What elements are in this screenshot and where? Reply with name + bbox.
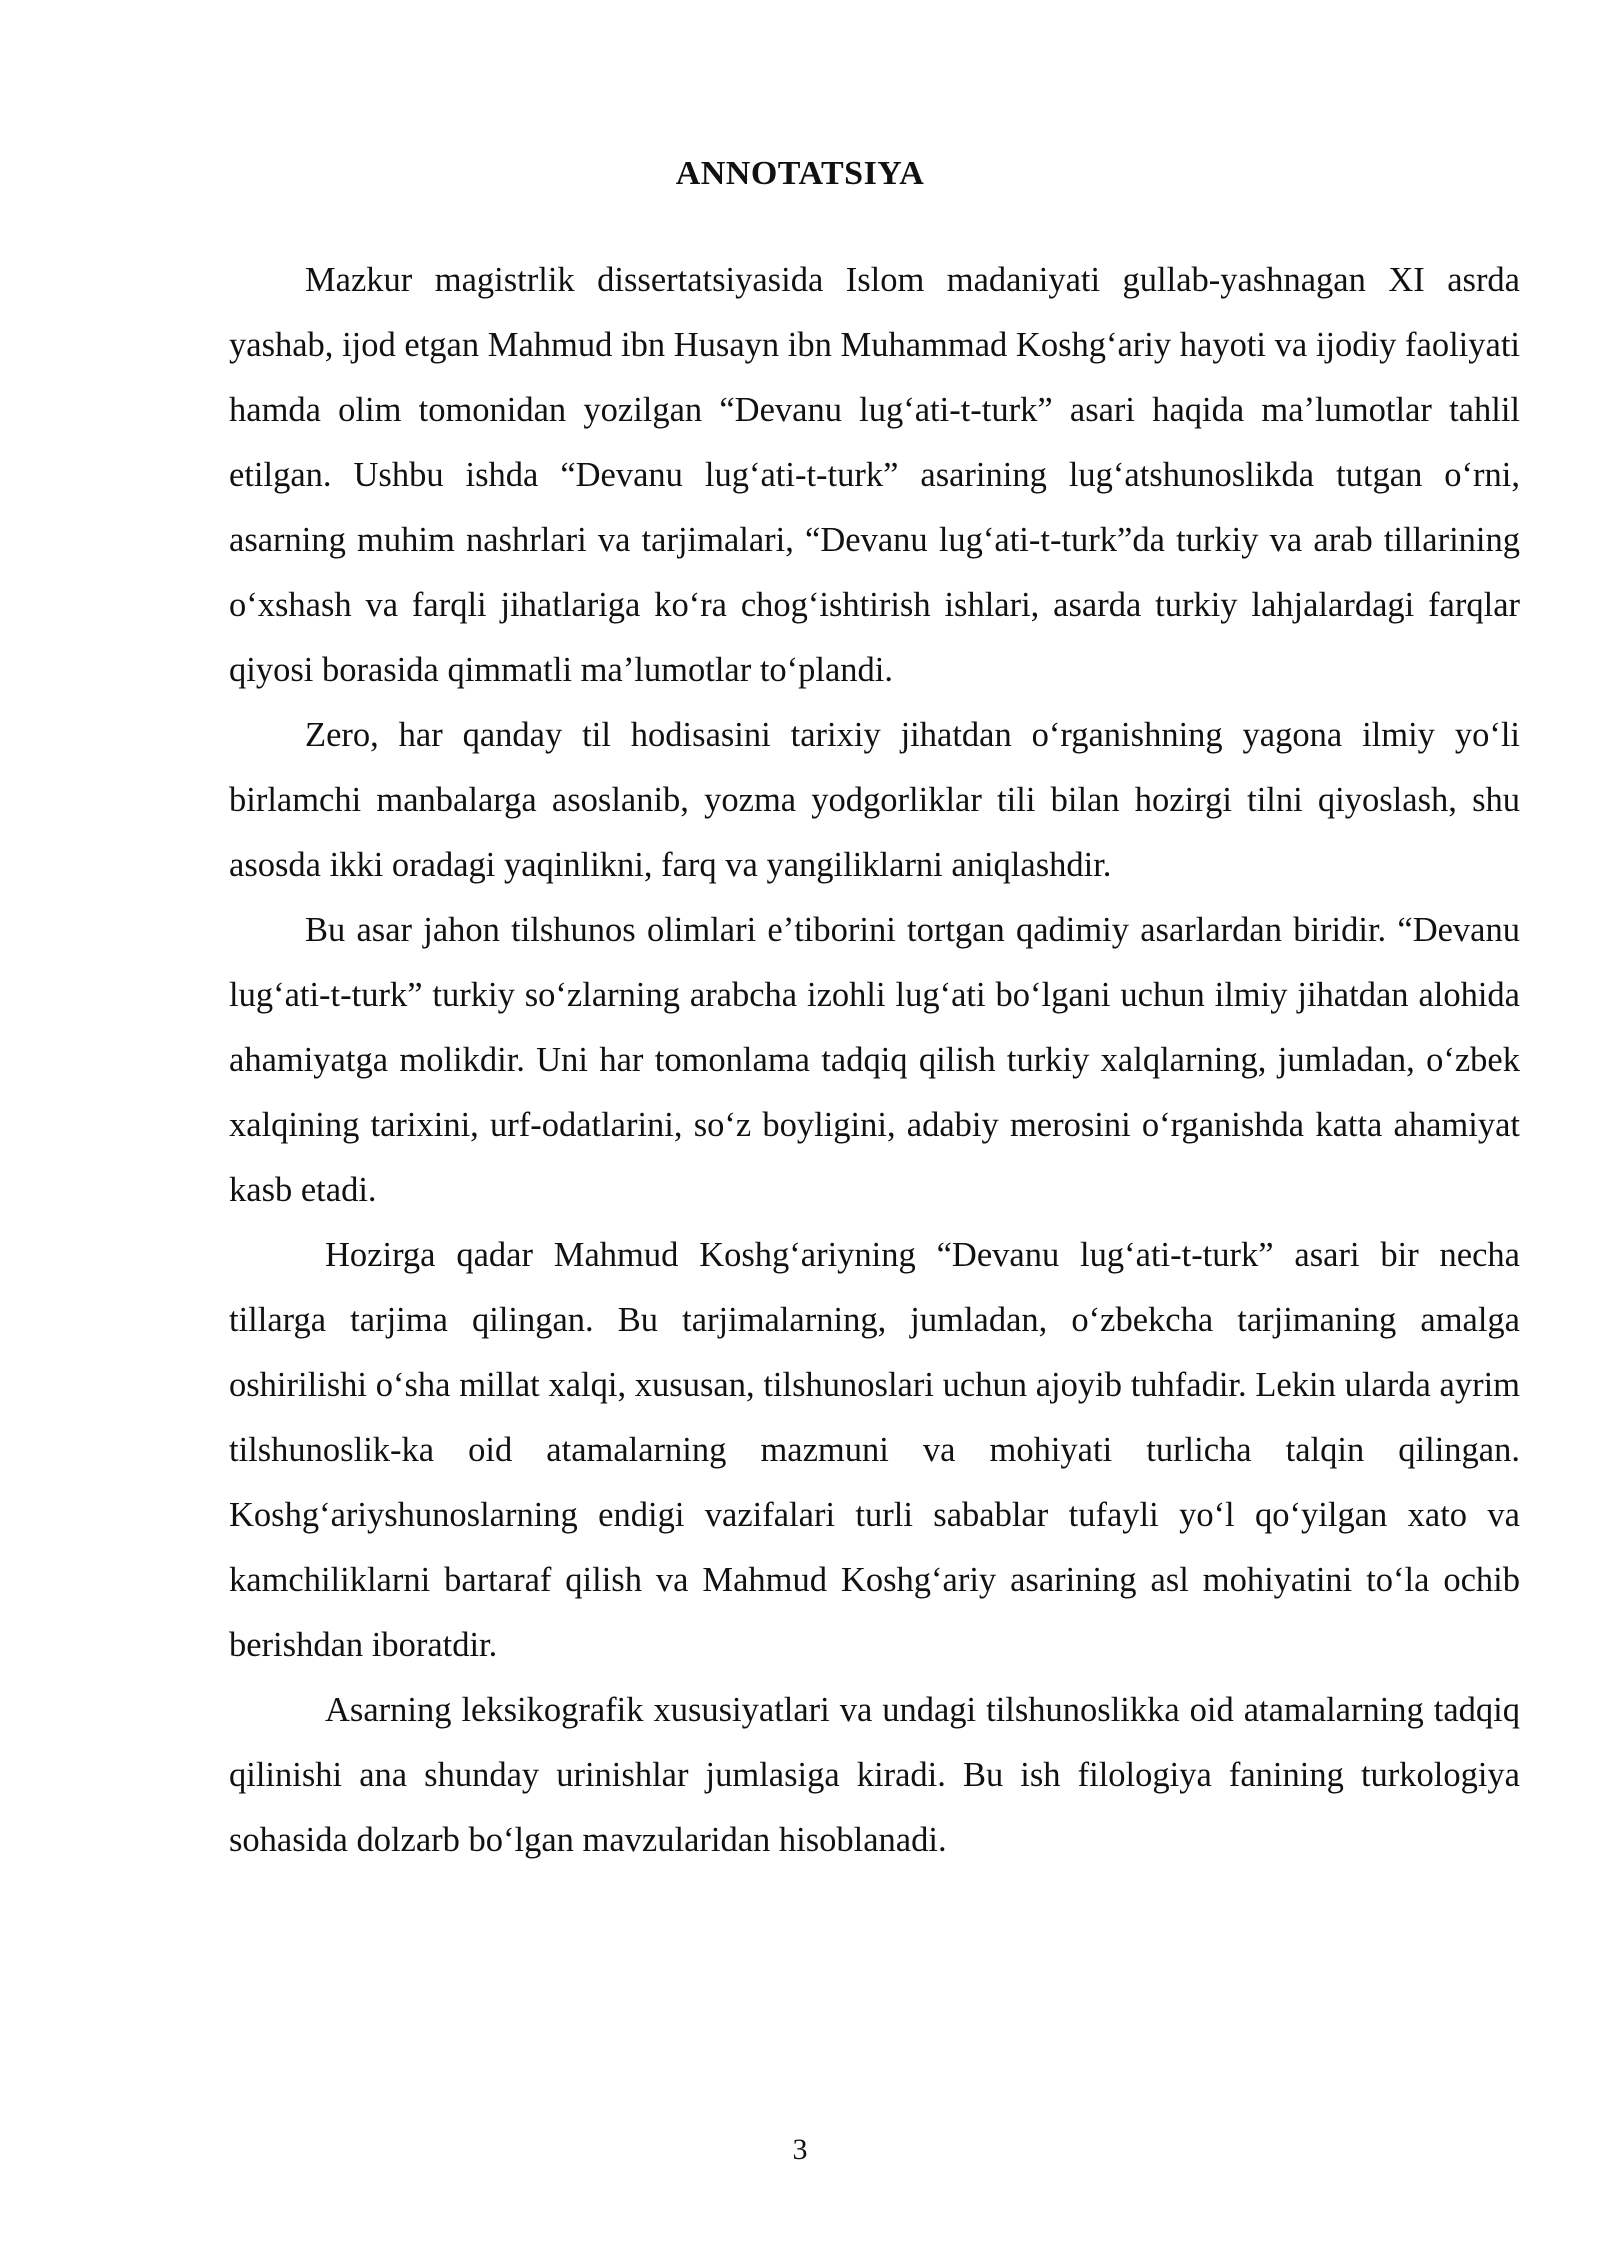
paragraph-4: Hozirga qadar Mahmud Koshgʻariyning “Devanu lugʻati-t-turk” asari bir necha tillarga tarjima qilingan. Bu tarjimalarning, jumladan, oʻzbekcha tarjimaning amalga oshirilishi oʻsha millat xalqi, xususan, tilshunoslari uchun ajoyib tuhfadir. Lekin ularda ayrim tilshunoslik-ka oid atamalarning mazmuni va mohiyati turlicha talqin qilingan. Koshgʻariyshunoslarning endigi vazifalari turli sabablar tufayli yoʻl qoʻyilgan xato va kamchiliklarni bartaraf qilish va Mahmud Koshgʻariy asarining asl mohiyatini toʻla ochib berishdan iboratdir. <box>229 1236 1520 1664</box>
paragraph-5: Asarning leksikografik xususiyatlari va undagi tilshunoslikka oid atamalarning tadqiq qilinishi ana shunday urinishlar jumlasiga kiradi. Bu ish filologiya fanining turkologiya sohasida dolzarb boʻlgan mavzularidan hisoblanadi. <box>229 1691 1520 1859</box>
paragraph-3: Bu asar jahon tilshunos olimlari eʼtiborini tortgan qadimiy asarlardan biridir. “Devanu lugʻati-t-turk” turkiy soʻzlarning arabcha izohli lugʻati boʻlgani uchun ilmiy jihatdan alohida ahamiyatga molikdir. Uni har tomonlama tadqiq qilish turkiy xalqlarning, jumladan, oʻzbek xalqining tarixini, urf-odatlarini, soʻz boyligini, adabiy merosini oʻrganishda katta ahamiyat kasb etadi. <box>229 911 1520 1209</box>
paragraph-1: Mazkur magistrlik dissertatsiyasida Islom madaniyati gullab-yashnagan XI asrda yashab, ijod etgan Mahmud ibn Husayn ibn Muhammad Koshgʻariy hayoti va ijodiy faoliyati hamda olim tomonidan yozilgan “Devanu lugʻati-t-turk” asari haqida maʼlumotlar tahlil etilgan. Ushbu ishda “Devanu lugʻati-t-turk” asarining lugʻatshunoslikda tutgan oʻrni, asarning muhim nashrlari va tarjimalari, “Devanu lugʻati-t-turk”da turkiy va arab tillarining oʻxshash va farqli jihatlariga koʻra chogʻishtirish ishlari, asarda turkiy lahjalardagi farqlar qiyosi borasida qimmatli maʼlumotlar toʻplandi. <box>229 261 1520 689</box>
page-title: ANNOTATSIYA <box>675 155 925 192</box>
body-text <box>229 248 1520 1873</box>
page-number: 3 <box>792 2133 808 2166</box>
paragraph-2: Zero, har qanday til hodisasini tarixiy jihatdan oʻrganishning yagona ilmiy yoʻli birlamchi manbalarga asoslanib, yozma yodgorliklar tili bilan hozirgi tilni qiyoslash, shu asosda ikki oradagi yaqinlikni, farq va yangiliklarni aniqlashdir. <box>229 716 1520 884</box>
